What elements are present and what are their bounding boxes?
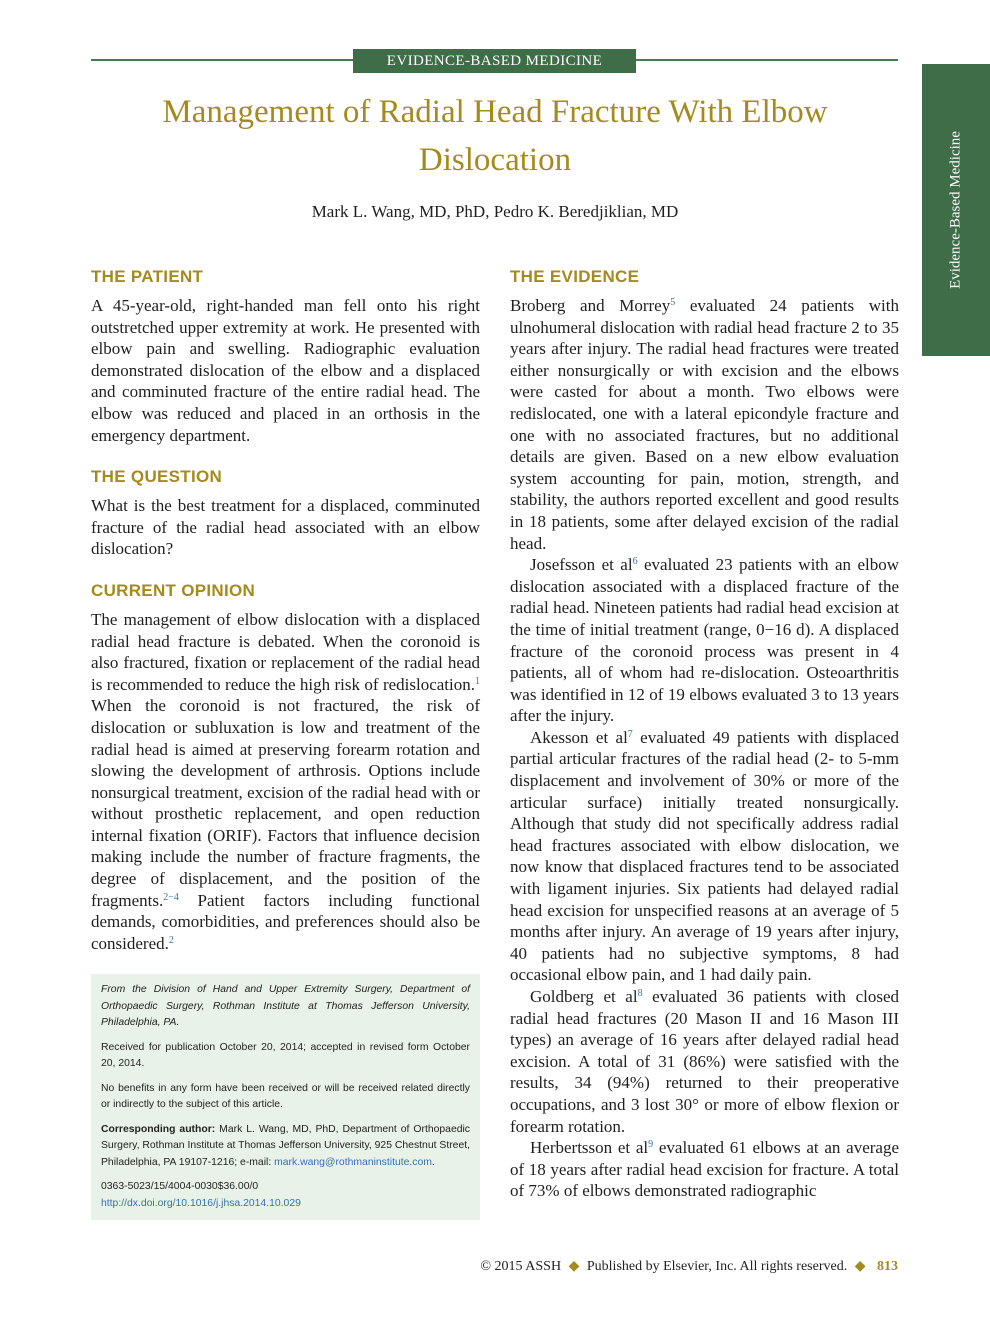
side-tab-label: Evidence-Based Medicine (947, 131, 964, 289)
evidence-text: evaluated 23 patients with an elbow dislocation associated with a displaced fracture of the radial head. Nineteen patients had radial head excision at the time of initial treatment (range, 0−16 d). A displaced fracture of the coronoid process was present in 4 patients, all of whom had re-dislocation. Osteoarthritis was identified in 12 of 19 elbows evaluated 3 to 13 years after the injury. (510, 555, 899, 726)
evidence-text: evaluated 49 patients with displaced partial articular fractures of the radial head (2- to 5-mm displacement and involvement of 30% or more of the articular surface) initially treated nonsurgically. Although that study did not specifically address radial head fractures associated with elbow dislocation, we now know that displaced fractures tend to be associated with ligament injuries. Six patients had delayed radial head excision for unspecified reasons at an average of 5 months after injury. An average of 19 years after injury, 40 patients had no subjective symptoms, 8 had occasional elbow pain, and 1 had daily pain. (510, 727, 899, 985)
footer-publisher: Published by Elsevier, Inc. All rights reserved. (586, 1259, 848, 1274)
evidence-text: Herbertsson et al (530, 1138, 649, 1158)
affiliation-ids (101, 1179, 470, 1212)
evidence-text: Josefsson et al (530, 555, 633, 575)
email-link[interactable]: mark.wang@rothmaninstitute.com (274, 1156, 432, 1168)
page-footer (480, 1258, 898, 1275)
corresponding-label: Corresponding author: (101, 1123, 216, 1135)
header-rule-left (91, 59, 353, 61)
affiliation-benefits: No benefits in any form have been received or will be received related directly or indirectly to the subject of this article. (101, 1082, 470, 1111)
reference-link[interactable]: 7 (627, 728, 633, 740)
footer-separator: ◆ (568, 1259, 580, 1274)
page-number: 813 (877, 1259, 898, 1274)
section-heading: CURRENT OPINION (91, 580, 256, 600)
evidence-paragraph (510, 1137, 899, 1202)
side-tab (922, 64, 990, 356)
evidence-text: evaluated 61 elbows at an average of 18 years after radial head excision for fracture. A total of 73% of elbows demonstrated radiographic (510, 1138, 899, 1201)
evidence-paragraph (510, 986, 899, 1137)
section-evidence (510, 266, 899, 1202)
section-text (91, 609, 480, 955)
evidence-text: Goldberg et al (530, 987, 638, 1006)
section-heading: THE EVIDENCE (510, 267, 640, 286)
reference-link[interactable]: 1 (475, 675, 480, 687)
section-heading: THE QUESTION (91, 467, 223, 487)
right-column (510, 266, 899, 1202)
affiliation-received: Received for publication October 20, 2014; accepted in revised form October 20, 2014. (101, 1041, 470, 1070)
opinion-text-1: The management of elbow dislocation with a displaced radial head fracture is debated. When the coronoid is also fractured, fixation or replacement of the radial head is recommended to reduce the high risk of redislocation. (91, 609, 480, 694)
evidence-text: evaluated 36 patients with closed radial head fractures (20 Mason II and 16 Mason III types) an average of 16 years after delayed radial head excision. A total of 31 (86%) were satisfied with the results, 34 (94%) returned to their preoperative occupations, and 3 lost 30° or more of elbow flexion or forearm rotation. (510, 987, 899, 1136)
section-heading: THE PATIENT (91, 267, 204, 286)
reference-link[interactable]: 2−4 (163, 891, 179, 903)
footer-separator: ◆ (854, 1259, 866, 1274)
corresponding-text: Mark L. Wang, MD, PhD, Department of Orthopaedic Surgery, Rothman Institute at Thomas Jefferson University, 925 Chestnut Street, Philadelphia, PA 19107-1216; e-mail: (101, 1123, 471, 1168)
section-tag: EVIDENCE-BASED MEDICINE (353, 49, 636, 73)
issn: 0363-5023/15/4004-0030$36.00/0 (101, 1181, 259, 1193)
section-text: What is the best treatment for a displaced, comminuted fracture of the radial head associated with an elbow dislocation? (91, 496, 480, 559)
reference-link[interactable]: 8 (637, 988, 643, 999)
left-column (91, 266, 480, 1220)
reference-link[interactable]: 5 (670, 297, 676, 308)
section-current-opinion (91, 580, 480, 955)
reference-link[interactable]: 6 (632, 556, 638, 568)
evidence-text: Akesson et al (530, 727, 628, 747)
header-rule-right (636, 59, 898, 61)
opinion-text-2: When the coronoid is not fractured, the risk of dislocation or subluxation is low and treatment of the radial head is aimed at preserving forearm rotation and slowing the development of arthrosis. Options include nonsurgical treatment, excision of the radial head with or without prosthetic replacement, and open reduction internal fixation (ORIF). Factors that influence decision making include the number of fracture fragments, the degree of displacement, and the position of the fragments. (91, 696, 480, 910)
evidence-text: Broberg and Morrey (510, 296, 671, 315)
evidence-text: evaluated 24 patients with ulnohumeral dislocation with radial head fracture 2 to 35 years after injury. The radial head fractures were treated either nonsurgically or with excision and the elbows were casted for about a month. Two elbows were redislocated, one with a lateral epicondyle fracture and one with no associated fractures, but no additional details are given. Based on a new elbow evaluation system accounting for pain, motion, strength, and stability, the authors reported excellent and good results in 18 patients, some after delayed excision of the radial head. (510, 296, 899, 553)
article-title: Management of Radial Head Fracture With Elbow Dislocation (162, 94, 828, 178)
opinion-text-3: Patient factors including functional demands, comorbidities, and preferences should also be considered. (91, 890, 480, 953)
evidence-paragraph (510, 727, 899, 986)
doi-link[interactable]: http://dx.doi.org/10.1016/j.jhsa.2014.10.029 (101, 1197, 301, 1209)
section-patient (91, 266, 480, 446)
affiliation-corresponding: Corresponding author: Mark L. Wang, MD, PhD, Department of Orthopaedic Surgery, Rothman Institute at Thomas Jefferson University, 925 Chestnut Street, Philadelphia, PA 19107-1216; e-mail: mark.wang@rothmaninstitute.com. (101, 1123, 471, 1168)
evidence-paragraph (510, 554, 899, 727)
footer-copyright: © 2015 ASSH (480, 1259, 562, 1274)
reference-link[interactable]: 9 (648, 1139, 654, 1151)
affiliation-box (91, 974, 480, 1220)
reference-link[interactable]: 2 (168, 934, 174, 946)
evidence-paragraph (510, 295, 899, 554)
section-question (91, 466, 480, 560)
article-authors: Mark L. Wang, MD, PhD, Pedro K. Beredjiklian, MD (311, 202, 679, 221)
affiliation-from: From the Division of Hand and Upper Extremity Surgery, Department of Orthopaedic Surgery, Rothman Institute at Thomas Jefferson University, Philadelphia, PA. (101, 984, 470, 1029)
section-text: A 45-year-old, right-handed man fell onto his right outstretched upper extremity at work. He presented with elbow pain and swelling. Radiographic evaluation demonstrated dislocation of the elbow and a displaced and comminuted fracture of the entire radial head. The elbow was reduced and placed in an orthosis in the emergency department. (91, 296, 480, 445)
